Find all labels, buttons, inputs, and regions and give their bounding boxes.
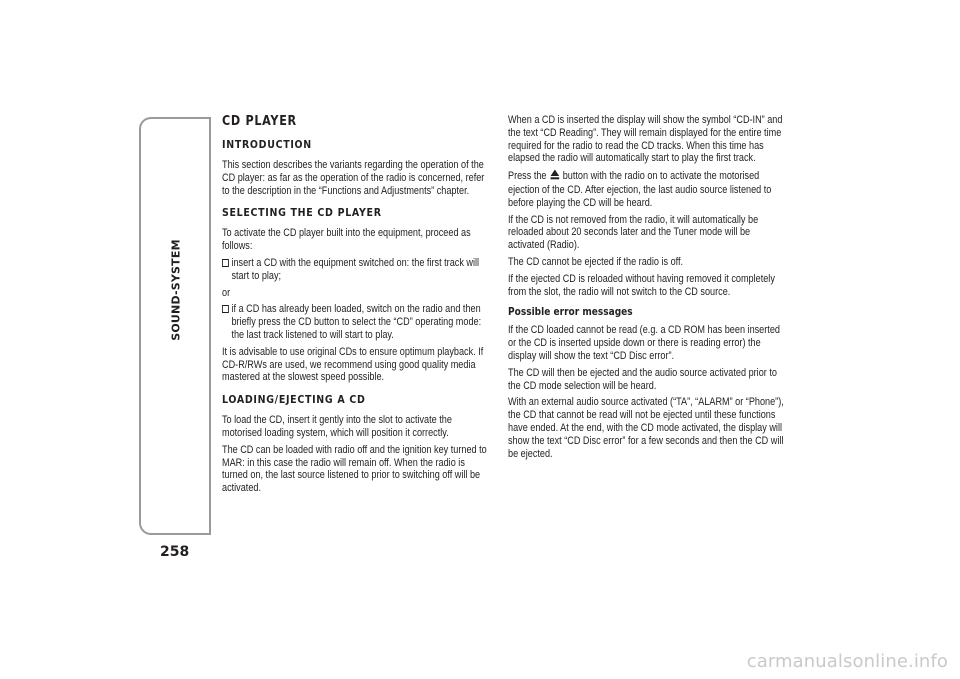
page-number: 258 xyxy=(160,544,190,560)
error-text-2: The CD will then be ejected and the audio source activated prior to the CD mode selection will be heard. xyxy=(508,366,777,392)
list-item xyxy=(222,257,493,283)
error-text-3: With an external audio source activated (“TA”, “ALARM” or “Phone”), the CD that cannot be read will not be ejected until these functions have ended. At the end, with the CD mode activated, the display will show the text “CD Disc error” for a few seconds and then the CD will be ejected. xyxy=(508,396,784,460)
eject-instruction xyxy=(508,169,785,209)
loading-text-2: The CD can be loaded with radio off and the ignition key turned to MAR: in this case the radio will remain off. When the radio is turned on, the last source listened to prior to switching off will be activated. xyxy=(222,443,487,495)
checkbox-bullet-icon xyxy=(222,305,229,313)
error-text-1: If the CD loaded cannot be read (e.g. a CD ROM has been inserted or the CD is inserted upside down or there is reading error) the display will show the text “CD Disc error”. xyxy=(508,324,780,362)
reloaded-text: If the ejected CD is reloaded without having removed it completely from the slot, the radio will not switch to the CD source. xyxy=(508,272,775,298)
introduction-text: This section describes the variants regarding the operation of the CD player: as far as the operation of the radio is concerned, refer to the description in the “Functions and Adjustments” chapter. xyxy=(222,159,485,197)
loading-text: To load the CD, insert it gently into the slot to activate the motorised loading system, which will position it correctly. xyxy=(222,414,452,439)
error-messages-heading: Possible error messages xyxy=(508,306,633,319)
advice-text: It is advisable to use original CDs to ensure optimum playback. If CD-R/RWs are used, we recommend using good quality media mastered at the slowest speed possible. xyxy=(222,345,484,384)
cd-in-text: When a CD is inserted the display will show the symbol “CD-IN” and the text “CD Reading”. They will remain displayed for the entire time required for the radio to read the CD tracks. When this time has elapsed the radio will automatically start to play the first track. xyxy=(508,114,783,165)
list-item xyxy=(222,303,493,341)
section-side-label: SOUND-SYSTEM xyxy=(169,239,183,341)
radio-off-text: The CD cannot be ejected if the radio is off. xyxy=(508,255,684,268)
eject-instruction-after: button with the radio on to activate the motorised ejection of the CD. After ejection, the last audio source listened to before playing the CD will be heard. xyxy=(508,170,772,209)
or-text: or xyxy=(222,286,231,299)
list-item-text: if a CD has already been loaded, switch on the radio and then briefly press the CD button to select the “CD” operating mode: the last track listened to will start to play. xyxy=(231,303,482,341)
section-title: CD PLAYER xyxy=(222,114,297,129)
introduction-heading: INTRODUCTION xyxy=(222,138,312,151)
reload-text: If the CD is not removed from the radio, it will automatically be reloaded about 20 seconds later and the Tuner mode will be activated (Radio). xyxy=(508,213,759,252)
checkbox-bullet-icon xyxy=(222,259,229,267)
watermark: carmanualsonline.info xyxy=(746,651,948,672)
right-column xyxy=(508,114,785,464)
selecting-cd-text: To activate the CD player built into the equipment, proceed as follows: xyxy=(222,227,471,253)
eject-icon xyxy=(550,169,559,184)
list-item-text: insert a CD with the equipment switched on: the first track will start to play; xyxy=(231,256,480,282)
eject-instruction-before: Press the xyxy=(508,170,550,183)
selecting-cd-heading: SELECTING THE CD PLAYER xyxy=(222,206,382,220)
left-column xyxy=(222,114,493,499)
loading-ejecting-heading: LOADING/EJECTING A CD xyxy=(222,393,366,407)
page-frame-divider xyxy=(209,117,211,535)
